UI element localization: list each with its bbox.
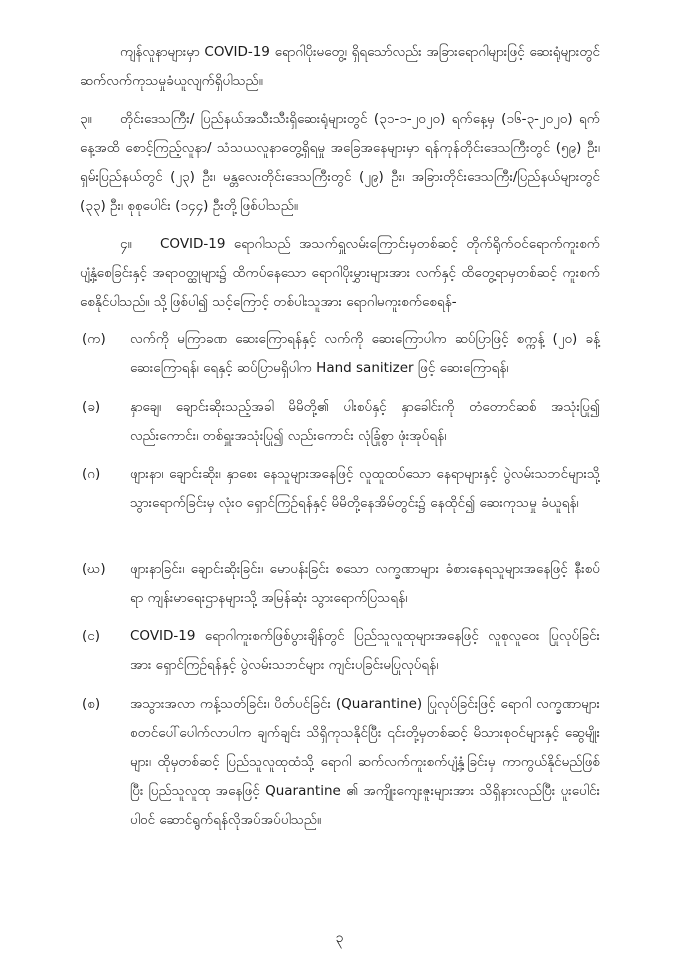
list-item-marker: (ဂ) xyxy=(82,466,101,482)
paragraph-4: ၄။ COVID-19 ရောဂါသည် အသက်ရှူလမ်းကြောင်းမှတစ်ဆင့် တိုက်ရိုက်ဝင်ရောက်ကူးစက်ပျံ့နှံ့စေခြင်းနှင့် အရာဝတ္ထုများ၌ ထိကပ်နေသော ရောဂါပိုးမွှားများအား လက်နှင့် ထိတွေ့ရာမှတစ်ဆင့် ကူးစက်စေနိုင်ပါသည်။ သို့ဖြစ်ပါ၍ သင့်ကြောင့် တစ်ပါးသူအား ရောဂါမကူးစက်စေရန်- xyxy=(80,230,600,317)
list-item xyxy=(82,622,600,680)
list-item-marker: (ဃ) xyxy=(82,561,106,577)
list-item-marker: (င) xyxy=(82,628,101,644)
paragraph-4-number: ၄။ xyxy=(120,236,132,252)
list-item-text: ဖျားနာ၊ ချောင်းဆိုး၊ နှာစေး နေသူများအနေဖြင့် လူထူထပ်သော နေရာများနှင့် ပွဲလမ်းသဘင်များသို့ သွားရောက်ခြင်းမှ လုံးဝ ရှောင်ကြဉ်ရန်နှင့် မိမိတို့နေအိမ်တွင်း၌ နေထိုင်၍ ဆေးကုသမှု ခံယူရန်၊ xyxy=(130,466,600,511)
list-item-marker: (စ) xyxy=(82,696,101,712)
list-item-text: နှာချေ၊ ချောင်းဆိုးသည့်အခါ မိမိတို့၏ ပါးစပ်နှင့် နှာခေါင်းကို တံတောင်ဆစ် အသုံးပြု၍ လည်းကောင်း၊ တစ်ရှူးအသုံးပြု၍ လည်းကောင်း လုံခြုံစွာ ဖုံးအုပ်ရန်၊ xyxy=(130,399,600,444)
list-item xyxy=(82,690,600,835)
list-item-text: အသွားအလာ ကန့်သတ်ခြင်း၊ ပိတ်ပင်ခြင်း (Quarantine) ပြုလုပ်ခြင်းဖြင့် ရောဂါ လက္ခဏာများ စတင်ပေါ်ပေါက်လာပါက ချက်ချင်း သိရှိကုသနိုင်ပြီး ၎င်းတို့မှတစ်ဆင့် မိသားစုဝင်များနှင့် ဆွေမျိုးများ၊ ထိုမှတစ်ဆင့် ပြည်သူလူထုထံသို့ ရောဂါ ဆက်လက်ကူးစက်ပျံ့နှံ့ခြင်းမှ ကာကွယ်နိုင်မည်ဖြစ်ပြီး ပြည်သူလူထု အနေဖြင့် Quarantine ၏ အကျိုးကျေးဇူးများအား သိရှိနားလည်ပြီး ပူးပေါင်းပါဝင် ဆောင်ရွက်ရန်လိုအပ်အပ်ပါသည်။ xyxy=(130,696,600,828)
list-item-text: COVID-19 ရောဂါကူးစက်ဖြစ်ပွားချိန်တွင် ပြည်သူလူထုများအနေဖြင့် လူစုလူဝေး ပြုလုပ်ခြင်းအား ရှောင်ကြဉ်ရန်နှင့် ပွဲလမ်းသဘင်များ ကျင်းပခြင်းမပြုလုပ်ရန်၊ xyxy=(130,628,600,673)
list-item xyxy=(82,555,600,613)
page-number: ၃ xyxy=(335,930,344,946)
paragraph-continuation: ကျန်လူနာများမှာ COVID-19 ရောဂါပိုးမတွေ့၊ ရှိရသော်လည်း အခြားရောဂါများဖြင့် ဆေးရုံများတွင် ဆက်လက်ကုသမှုခံယူလျက်ရှိပါသည်။ xyxy=(80,44,600,89)
list-item xyxy=(82,393,600,451)
list-item-text: လက်ကို မကြာခဏ ဆေးကြောရန်နှင့် လက်ကို ဆေးကြောပါက ဆပ်ပြာဖြင့် စက္ကန့် (၂၀) ခန့် ဆေးကြောရန်၊ ရေနှင့် ဆပ်ပြာမရှိပါက Hand sanitizer ဖြင့် ဆေးကြောရန်၊ xyxy=(130,331,600,376)
list-item-marker: (ခ) xyxy=(82,399,101,415)
list-item xyxy=(82,460,600,518)
list-item-text: ဖျားနာခြင်း၊ ချောင်းဆိုးခြင်း၊ မောပန်းခြင်း စသော လက္ခဏာများ ခံစားနေရသူများအနေဖြင့် နီးစပ်ရာ ကျန်းမာရေးဌာနများသို့ အမြန်ဆုံး သွားရောက်ပြသရန်၊ xyxy=(130,561,600,606)
paragraph-3: ၃။ တိုင်းဒေသကြီး/ ပြည်နယ်အသီးသီးရှိဆေးရုံများတွင် (၃၁-၁-၂၀၂၀) ရက်နေ့မှ (၁၆-၃-၂၀၂၀) ရက်နေ့အထိ စောင့်ကြည့်လူနာ/ သံသယလူနာတွေ့ရှိရမှု အခြေအနေများမှာ ရန်ကုန်တိုင်းဒေသကြီးတွင် (၅၉) ဦး၊ ရှမ်းပြည်နယ်တွင် (၂၃) ဦး၊ မန္တလေးတိုင်းဒေသကြီးတွင် (၂၉) ဦး၊ အခြားတိုင်းဒေသကြီး/ပြည်နယ်များတွင် (၃၃) ဦး၊ စုစုပေါင်း (၁၄၄) ဦးတို့ဖြစ်ပါသည်။ xyxy=(80,105,600,221)
paragraph-3-number: ၃။ xyxy=(80,111,92,127)
list-item xyxy=(82,325,600,383)
list-item-marker: (က) xyxy=(82,331,106,347)
